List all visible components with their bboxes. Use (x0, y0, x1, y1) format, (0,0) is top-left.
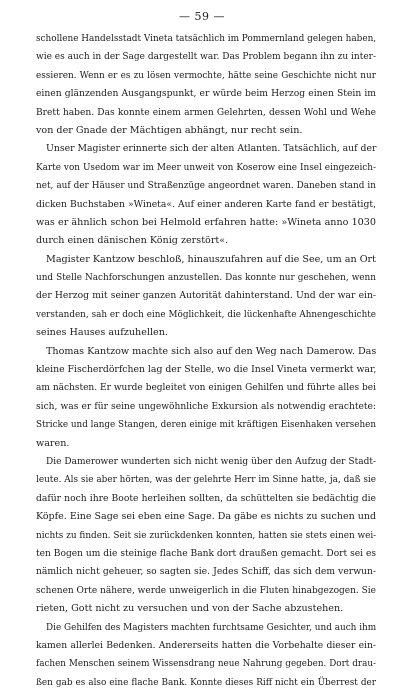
text-line: was er ähnlich schon bei Helmold erfahren hatte: »Wineta anno 1030 (36, 216, 376, 228)
text-line: Köpfe. Eine Sage sei eben eine Sage. Da gäbe es nichts zu suchen und (36, 511, 377, 523)
text-line: net, auf der Häuser und Straßenzüge angeordnet waren. Daneben stand in (36, 181, 376, 192)
text-line: verstanden, sah er doch eine Möglichkeit, die lückenhafte Ahnengeschichte (36, 309, 376, 320)
text-line: sich, was er für seine ungewöhnliche Exkursion als notwendig erachtete: (36, 401, 376, 412)
text-line: seines Hauses aufzuhellen. (36, 327, 168, 339)
text-line: dafür noch ihre Boote herleihen sollten, da schüttelten sie bedächtig die (36, 492, 376, 504)
text-line: nichts zu finden. Seit sie zurückdenken konnten, hatten sie stets einen wei- (36, 530, 377, 541)
text-line: durch einen dänischen König zerstört«. (36, 235, 229, 247)
text-line: fachen Menschen seinem Wissensdrang neue Nahrung gegeben. Dort drau- (36, 659, 376, 670)
text-line: Magister Kantzow beschloß, hinauszufahren auf die See, um an Ort (46, 253, 376, 265)
text-line: Thomas Kantzow machte sich also auf den Weg nach Damerow. Das (46, 345, 377, 357)
text-line: ten Bogen um die steinige flache Bank dort draußen gemacht. Dort sei es (36, 548, 376, 559)
page-number: — 59 — (179, 10, 225, 23)
text-line: Karte von Usedom war im Meer unweit von Koserow eine Insel eingezeich- (36, 162, 376, 173)
text-line: einen glänzenden Ausgangspunkt, er würde beim Herzog einen Stein im (36, 88, 376, 100)
text-line: nämlich nicht geheuer, so sagten sie. Jedes Schiff, das sich dem verwun- (36, 566, 376, 578)
text-line: am nächsten. Er wurde begleitet von einigen Gehilfen und führte alles bei (36, 383, 376, 394)
body-text (36, 30, 376, 692)
text-line: schenen Orte nähere, werde unweigerlich in die Fluten hinabgezogen. Sie (36, 585, 377, 596)
text-line: kleine Fischerdörfchen lag der Stelle, wo die Insel Vineta vermerkt war, (36, 364, 377, 376)
text-line: kamen allerlei Bedenken. Andererseits hatten die Vorbehalte dieser ein- (36, 639, 376, 651)
text-line: waren. (36, 437, 70, 449)
text-line: und Stelle Nachforschungen anzustellen. Das konnte nur geschehen, wenn (36, 273, 376, 284)
text-line: Brett haben. Das konnte einem armen Gelehrten, dessen Wohl und Wehe (36, 107, 376, 118)
text-line: Stricke und lange Stangen, deren einige mit kräftigen Eisenhaken versehen (36, 420, 376, 431)
text-line: schollene Handelsstadt Vineta tatsächlich im Pommernland gelegen haben, (36, 34, 377, 44)
text-line: dicken Buchstaben »Wineta«. Auf einer anderen Karte fand er bestätigt, (36, 198, 376, 210)
text-line: wie es auch in der Sage dargestellt war. Das Problem begann ihn zu inter- (36, 52, 376, 63)
text-line: essieren. Wenn er es zu lösen vermochte, hätte seine Geschichte nicht nur (36, 70, 376, 81)
text-line: Unser Magister erinnerte sich der alten Atlanten. Tatsächlich, auf der (46, 143, 377, 155)
text-line: rieten, Gott nicht zu versuchen und von der Sache abzustehen. (36, 603, 344, 615)
text-line: leute. Als sie aber hörten, was der gelehrte Herr im Sinne hatte, ja, daß sie (36, 475, 376, 486)
text-line: der Herzog mit seiner ganzen Autorität dahinterstand. Und der war ein- (36, 290, 376, 302)
text-line: Die Damerower wunderten sich nicht wenig über den Aufzug der Stadt- (46, 456, 376, 467)
text-line: ßen gab es also eine flache Bank. Konnte dieses Riff nicht ein Überrest der (36, 677, 376, 688)
text-line: Die Gehilfen des Magisters machten furchtsame Gesichter, und auch ihm (46, 622, 377, 633)
text-line: von der Gnade der Mächtigen abhängt, nur recht sein. (36, 124, 303, 136)
